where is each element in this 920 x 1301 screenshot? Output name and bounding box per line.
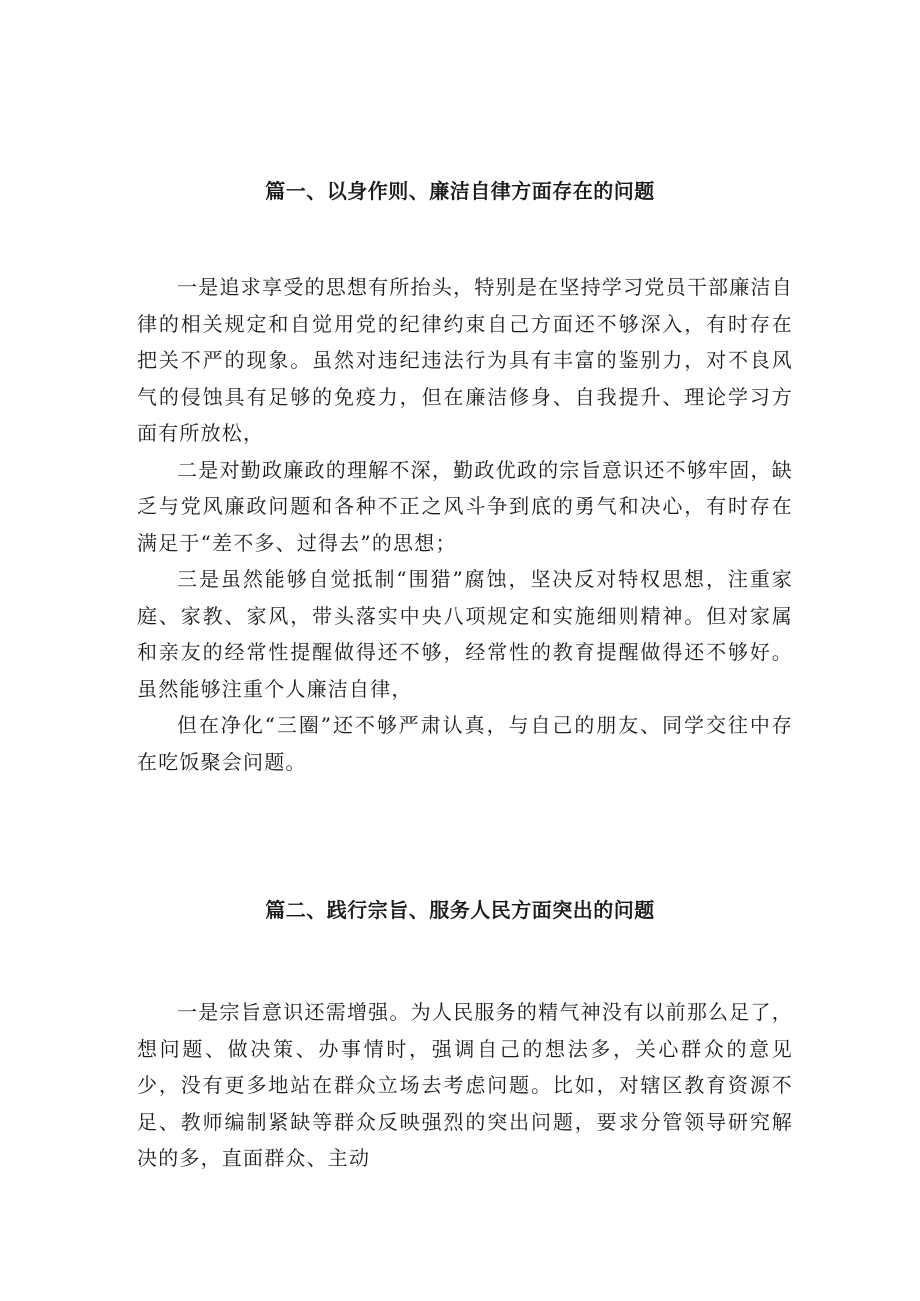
section-1-paragraph-2: 二是对勤政廉政的理解不深，勤政优政的宗旨意识还不够牢固，缺乏与党风廉政问题和各种不正之风斗争到底的勇气和决心，有时存在满足于“差不多、过得去”的思想； (137, 457, 793, 555)
section-1-title: 篇一、以身作则、廉洁自律方面存在的问题 (265, 179, 655, 203)
section-1-body (137, 269, 793, 780)
section-1-paragraph-3: 三是虽然能够自觉抵制“围猎”腐蚀，坚决反对特权思想，注重家庭、家教、家风，带头落实中央八项规定和实施细则精神。但对家属和亲友的经常性提醒做得还不够，经常性的教育提醒做得还不够好。虽然能够注重个人廉洁自律， (137, 567, 793, 701)
section-2-paragraph-1: 一是宗旨意识还需增强。为人民服务的精气神没有以前那么足了，想问题、做决策、办事情时，强调自己的想法多，关心群众的意见少，没有更多地站在群众立场去考虑问题。比如，对辖区教育资源不足、教师编制紧缺等群众反映强烈的突出问题，要求分管领导研究解决的多，直面群众、主动 (137, 1000, 793, 1170)
section-1-paragraph-1: 一是追求享受的思想有所抬头，特别是在坚持学习党员干部廉洁自律的相关规定和自觉用党的纪律约束自己方面还不够深入，有时存在把关不严的现象。虽然对违纪违法行为具有丰富的鉴别力，对不良风气的侵蚀具有足够的免疫力，但在廉洁修身、自我提升、理论学习方面有所放松， (137, 275, 793, 445)
section-1-paragraph-4: 但在净化“三圈”还不够严肃认真，与自己的朋友、同学交往中存在吃饭聚会问题。 (137, 713, 793, 774)
section-2-title: 篇二、践行宗旨、服务人民方面突出的问题 (265, 898, 655, 922)
section-2-body (137, 994, 793, 1177)
